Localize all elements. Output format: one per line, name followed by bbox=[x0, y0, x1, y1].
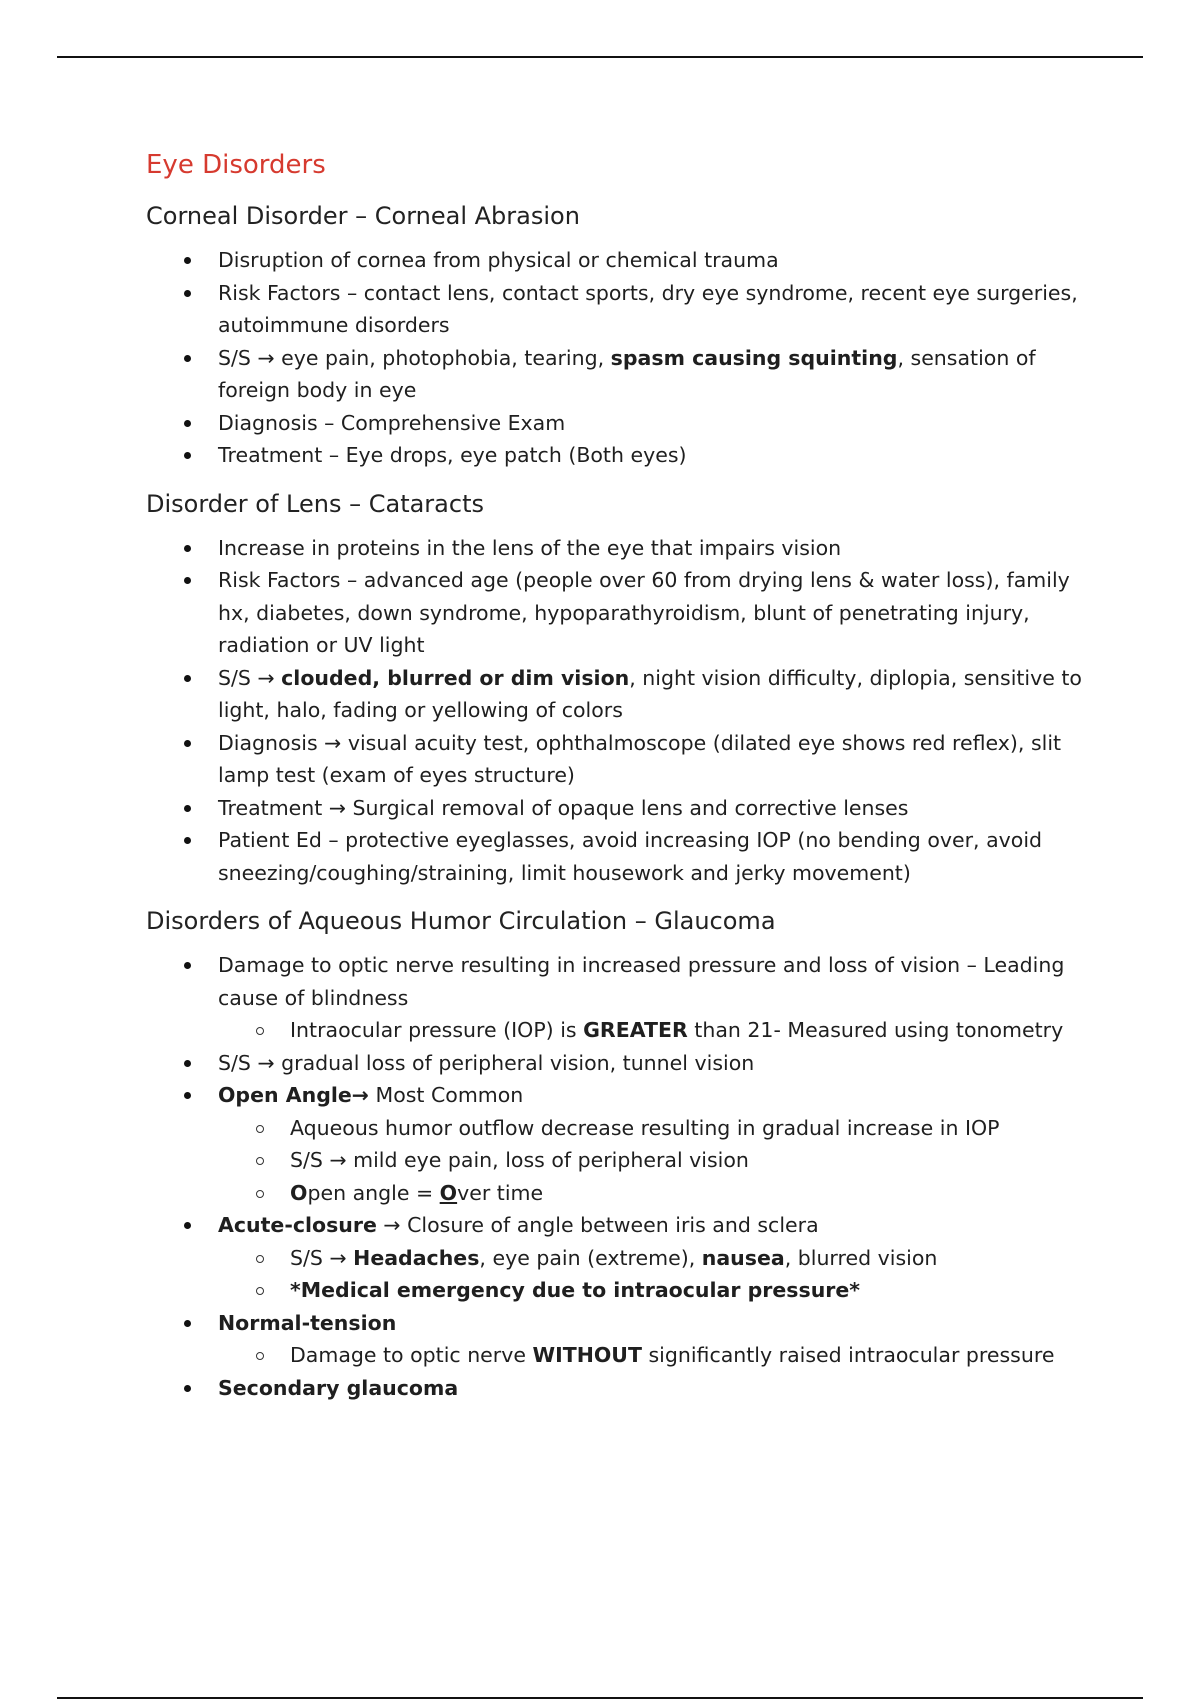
text-run: Disruption of cornea from physical or chemical trauma bbox=[218, 248, 779, 272]
text-run: , night vision difficulty, diplopia, sensitive to light, halo, fading or yellowing of colors bbox=[218, 665, 1082, 722]
text-run: S/S → bbox=[290, 1245, 354, 1270]
bold-text: Acute-closure bbox=[218, 1213, 377, 1237]
bold-text: GREATER bbox=[583, 1018, 688, 1042]
text-run: , blurred vision bbox=[784, 1245, 938, 1270]
list-item bbox=[146, 439, 1096, 472]
list-item bbox=[146, 342, 1096, 407]
bold-text: Open Angle→ bbox=[218, 1083, 369, 1107]
text-run: Diagnosis – Comprehensive Exam bbox=[218, 410, 566, 435]
sub-list-item bbox=[218, 1014, 1096, 1047]
list-item bbox=[146, 277, 1096, 342]
sub-list bbox=[218, 1112, 1096, 1210]
list-item bbox=[146, 949, 1096, 1047]
text-run: S/S → gradual loss of peripheral vision, tunnel vision bbox=[218, 1050, 755, 1075]
text-run: Treatment → Surgical removal of opaque lens and corrective lenses bbox=[218, 795, 909, 820]
text-run: S/S → mild eye pain, loss of peripheral vision bbox=[290, 1148, 749, 1172]
text-run: Patient Ed – protective eyeglasses, avoid increasing IOP (no bending over, avoid sneezing/coughing/straining, limit housework and jerky movement) bbox=[218, 828, 1043, 885]
text-run: Increase in proteins in the lens of the eye that impairs vision bbox=[218, 535, 842, 560]
list-item bbox=[146, 1307, 1096, 1372]
sub-list-item bbox=[218, 1242, 1096, 1275]
list-item bbox=[146, 1209, 1096, 1307]
section-heading: Disorders of Aqueous Humor Circulation – Glaucoma bbox=[146, 907, 776, 935]
text-run: ver time bbox=[457, 1180, 544, 1205]
list-item bbox=[146, 1079, 1096, 1209]
list-item bbox=[146, 727, 1096, 792]
bullet-list bbox=[146, 532, 1096, 890]
text-run: , eye pain (extreme), bbox=[479, 1245, 702, 1270]
sections bbox=[146, 200, 1096, 1404]
bullet-list bbox=[146, 244, 1096, 472]
text-run: Intraocular pressure (IOP) is bbox=[290, 1018, 584, 1042]
sub-list-item bbox=[218, 1177, 1096, 1210]
list-item bbox=[146, 792, 1096, 825]
bold-text: Secondary glaucoma bbox=[218, 1375, 459, 1400]
section-heading: Disorder of Lens – Cataracts bbox=[146, 489, 484, 518]
list-item bbox=[146, 532, 1096, 565]
text-run: → Closure of angle between iris and sclera bbox=[376, 1213, 819, 1237]
text-run: than 21- Measured using tonometry bbox=[687, 1018, 1064, 1042]
text-run: S/S → bbox=[218, 665, 282, 690]
bold-text: nausea bbox=[701, 1245, 785, 1270]
list-item bbox=[146, 824, 1096, 889]
mnemonic-letter: O bbox=[439, 1180, 458, 1205]
sub-list bbox=[218, 1014, 1096, 1047]
bold-text: clouded, blurred or dim vision bbox=[281, 665, 630, 690]
document-body bbox=[146, 140, 1096, 1420]
list-item bbox=[146, 1372, 1096, 1405]
list-item bbox=[146, 1047, 1096, 1080]
text-run: Risk Factors – contact lens, contact sports, dry eye syndrome, recent eye surgeries, autoimmune disorders bbox=[218, 280, 1078, 337]
bold-text: *Medical emergency due to intraocular pressure* bbox=[290, 1278, 861, 1302]
header-rule bbox=[57, 56, 1143, 58]
sub-list-item bbox=[218, 1339, 1096, 1372]
footer-rule bbox=[57, 1697, 1143, 1699]
bold-text: spasm causing squinting bbox=[610, 345, 898, 370]
bold-text: Normal-tension bbox=[218, 1310, 397, 1335]
bullet-list bbox=[146, 949, 1096, 1404]
page-title: Eye Disorders bbox=[146, 150, 326, 180]
text-run: Most Common bbox=[368, 1083, 524, 1107]
list-item bbox=[146, 407, 1096, 440]
text-run: Damage to optic nerve bbox=[290, 1343, 533, 1367]
text-run: significantly raised intraocular pressure bbox=[641, 1343, 1055, 1367]
bold-text: WITHOUT bbox=[532, 1343, 642, 1367]
sub-list bbox=[218, 1242, 1096, 1307]
sub-list bbox=[218, 1339, 1096, 1372]
list-item bbox=[146, 564, 1096, 662]
bold-text: Headaches bbox=[353, 1245, 480, 1270]
sub-list-item bbox=[218, 1274, 1096, 1307]
mnemonic-letter: O bbox=[290, 1180, 308, 1205]
text-run: Treatment – Eye drops, eye patch (Both eyes) bbox=[218, 443, 687, 467]
list-item bbox=[146, 662, 1096, 727]
text-run: Risk Factors – advanced age (people over 60 from drying lens & water loss), family hx, diabetes, down syndrome, hypoparathyroidism, blunt of penetrating injury, radiation or UV light bbox=[218, 568, 1070, 657]
text-run: Diagnosis → visual acuity test, ophthalmoscope (dilated eye shows red reflex), slit lamp test (exam of eyes structure) bbox=[218, 730, 1062, 787]
section-heading: Corneal Disorder – Corneal Abrasion bbox=[146, 202, 580, 230]
text-run: , sensation of foreign body in eye bbox=[218, 345, 1036, 402]
sub-list-item bbox=[218, 1112, 1096, 1145]
text-run: pen angle = bbox=[307, 1180, 440, 1205]
sub-list-item bbox=[218, 1144, 1096, 1177]
text-run: Aqueous humor outflow decrease resulting in gradual increase in IOP bbox=[290, 1115, 1000, 1140]
text-run: S/S → eye pain, photophobia, tearing, bbox=[218, 345, 611, 370]
list-item bbox=[146, 244, 1096, 277]
text-run: Damage to optic nerve resulting in increased pressure and loss of vision – Leading cause of blindness bbox=[218, 953, 1065, 1010]
